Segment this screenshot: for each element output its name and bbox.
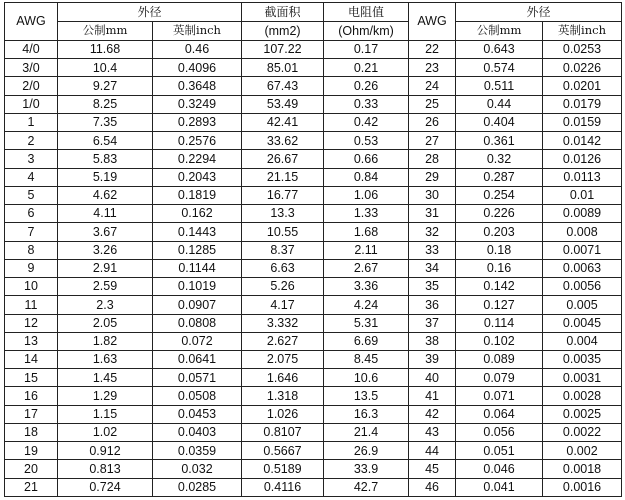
header-awg: AWG: [5, 3, 58, 41]
cell-diameter-inch-right: 0.0025: [543, 405, 622, 423]
cell-awg-right: 43: [409, 423, 456, 441]
cell-awg-right: 31: [409, 205, 456, 223]
cell-diameter-inch-right: 0.0018: [543, 460, 622, 478]
table-body: [5, 41, 622, 497]
cell-awg: 11: [5, 296, 58, 314]
cell-diameter-inch: 0.0403: [153, 423, 242, 441]
cell-awg-right: 25: [409, 95, 456, 113]
cell-diameter-inch: 0.3249: [153, 95, 242, 113]
cell-diameter-mm-right: 0.32: [456, 150, 543, 168]
cell-diameter-mm-right: 0.102: [456, 332, 543, 350]
cell-diameter-mm-right: 0.511: [456, 77, 543, 95]
cell-diameter-mm: 3.26: [58, 241, 153, 259]
cell-awg: 1: [5, 113, 58, 131]
cell-diameter-inch: 0.0508: [153, 387, 242, 405]
cell-cross-section: 1.026: [242, 405, 324, 423]
header-cross-section-unit: (mm2): [242, 22, 324, 41]
cell-awg: 5: [5, 186, 58, 204]
cell-awg: 10: [5, 278, 58, 296]
table-row: [5, 259, 622, 277]
cell-resistance: 3.36: [324, 278, 409, 296]
cell-diameter-mm-right: 0.071: [456, 387, 543, 405]
table-row: [5, 369, 622, 387]
cell-awg-right: 29: [409, 168, 456, 186]
cell-diameter-inch: 0.2043: [153, 168, 242, 186]
cell-diameter-inch: 0.0641: [153, 350, 242, 368]
cell-diameter-inch-right: 0.008: [543, 223, 622, 241]
cell-diameter-mm: 2.59: [58, 278, 153, 296]
cell-diameter-inch: 0.2893: [153, 113, 242, 131]
cell-awg: 18: [5, 423, 58, 441]
cell-awg-right: 38: [409, 332, 456, 350]
table-row: [5, 423, 622, 441]
cell-resistance: 0.17: [324, 41, 409, 59]
cell-cross-section: 85.01: [242, 59, 324, 77]
cell-awg-right: 35: [409, 278, 456, 296]
cell-awg-right: 22: [409, 41, 456, 59]
cell-awg: 6: [5, 205, 58, 223]
cell-diameter-mm-right: 0.079: [456, 369, 543, 387]
cell-resistance: 0.42: [324, 113, 409, 131]
cell-diameter-mm: 2.05: [58, 314, 153, 332]
cell-diameter-inch: 0.1144: [153, 259, 242, 277]
header-resistance: 电阻值: [324, 3, 409, 22]
cell-awg-right: 34: [409, 259, 456, 277]
cell-diameter-inch-right: 0.0022: [543, 423, 622, 441]
cell-diameter-mm-right: 0.127: [456, 296, 543, 314]
cell-cross-section: 16.77: [242, 186, 324, 204]
cell-diameter-inch: 0.46: [153, 41, 242, 59]
cell-cross-section: 4.17: [242, 296, 324, 314]
cell-diameter-inch-right: 0.0071: [543, 241, 622, 259]
cell-diameter-inch-right: 0.0142: [543, 132, 622, 150]
cell-cross-section: 2.627: [242, 332, 324, 350]
cell-resistance: 0.21: [324, 59, 409, 77]
header-resistance-unit: (Ohm/km): [324, 22, 409, 41]
cell-diameter-inch: 0.0453: [153, 405, 242, 423]
cell-cross-section: 53.49: [242, 95, 324, 113]
cell-awg-right: 27: [409, 132, 456, 150]
cell-diameter-mm-right: 0.046: [456, 460, 543, 478]
cell-diameter-mm-right: 0.643: [456, 41, 543, 59]
cell-diameter-inch: 0.2294: [153, 150, 242, 168]
cell-awg: 13: [5, 332, 58, 350]
cell-diameter-mm-right: 0.064: [456, 405, 543, 423]
table-row: [5, 478, 622, 496]
table-row: [5, 350, 622, 368]
table-row: [5, 168, 622, 186]
cell-diameter-mm: 1.63: [58, 350, 153, 368]
table-row: [5, 442, 622, 460]
cell-diameter-inch: 0.3648: [153, 77, 242, 95]
cell-diameter-mm: 4.62: [58, 186, 153, 204]
cell-diameter-mm-right: 0.089: [456, 350, 543, 368]
cell-awg: 3: [5, 150, 58, 168]
cell-cross-section: 2.075: [242, 350, 324, 368]
table-row: [5, 150, 622, 168]
table-row: [5, 59, 622, 77]
cell-diameter-inch-right: 0.0016: [543, 478, 622, 496]
cell-awg: 1/0: [5, 95, 58, 113]
cell-resistance: 0.84: [324, 168, 409, 186]
cell-cross-section: 107.22: [242, 41, 324, 59]
cell-diameter-mm: 1.82: [58, 332, 153, 350]
table-row: [5, 205, 622, 223]
cell-awg: 15: [5, 369, 58, 387]
cell-cross-section: 6.63: [242, 259, 324, 277]
cell-awg: 3/0: [5, 59, 58, 77]
table-row: [5, 113, 622, 131]
table-row: [5, 387, 622, 405]
cell-diameter-mm: 8.25: [58, 95, 153, 113]
cell-resistance: 10.6: [324, 369, 409, 387]
cell-diameter-inch: 0.2576: [153, 132, 242, 150]
cell-cross-section: 5.26: [242, 278, 324, 296]
cell-diameter-inch: 0.1019: [153, 278, 242, 296]
cell-diameter-inch-right: 0.0035: [543, 350, 622, 368]
cell-resistance: 6.69: [324, 332, 409, 350]
cell-awg-right: 30: [409, 186, 456, 204]
cell-awg: 8: [5, 241, 58, 259]
cell-cross-section: 0.5667: [242, 442, 324, 460]
cell-awg: 14: [5, 350, 58, 368]
cell-awg-right: 42: [409, 405, 456, 423]
cell-cross-section: 42.41: [242, 113, 324, 131]
cell-cross-section: 0.8107: [242, 423, 324, 441]
cell-diameter-mm: 1.45: [58, 369, 153, 387]
cell-diameter-inch-right: 0.0201: [543, 77, 622, 95]
cell-diameter-inch: 0.1285: [153, 241, 242, 259]
cell-diameter-inch-right: 0.0045: [543, 314, 622, 332]
cell-awg-right: 26: [409, 113, 456, 131]
cell-cross-section: 13.3: [242, 205, 324, 223]
cell-diameter-mm: 9.27: [58, 77, 153, 95]
cell-diameter-mm-right: 0.404: [456, 113, 543, 131]
cell-cross-section: 3.332: [242, 314, 324, 332]
cell-resistance: 4.24: [324, 296, 409, 314]
cell-diameter-inch: 0.0359: [153, 442, 242, 460]
cell-resistance: 42.7: [324, 478, 409, 496]
header-imperial-inch-right: 英制inch: [543, 22, 622, 41]
cell-diameter-mm: 0.813: [58, 460, 153, 478]
cell-diameter-mm: 1.02: [58, 423, 153, 441]
cell-diameter-inch: 0.032: [153, 460, 242, 478]
cell-diameter-mm-right: 0.226: [456, 205, 543, 223]
cell-cross-section: 8.37: [242, 241, 324, 259]
cell-awg: 20: [5, 460, 58, 478]
cell-diameter-inch-right: 0.0113: [543, 168, 622, 186]
header-cross-section: 截面积: [242, 3, 324, 22]
cell-resistance: 0.53: [324, 132, 409, 150]
cell-diameter-mm: 7.35: [58, 113, 153, 131]
header-imperial-inch: 英制inch: [153, 22, 242, 41]
header-awg-right: AWG: [409, 3, 456, 41]
cell-diameter-mm: 0.912: [58, 442, 153, 460]
cell-diameter-mm-right: 0.114: [456, 314, 543, 332]
cell-diameter-inch-right: 0.0031: [543, 369, 622, 387]
table-row: [5, 223, 622, 241]
cell-awg-right: 24: [409, 77, 456, 95]
cell-diameter-inch-right: 0.0179: [543, 95, 622, 113]
header-metric-mm-right: 公制mm: [456, 22, 543, 41]
cell-awg-right: 37: [409, 314, 456, 332]
cell-diameter-inch: 0.0285: [153, 478, 242, 496]
cell-diameter-mm-right: 0.18: [456, 241, 543, 259]
header-outer-diameter-right: 外径: [456, 3, 622, 22]
cell-diameter-mm: 1.15: [58, 405, 153, 423]
cell-resistance: 13.5: [324, 387, 409, 405]
table-row: [5, 132, 622, 150]
cell-awg: 12: [5, 314, 58, 332]
header-metric-mm: 公制mm: [58, 22, 153, 41]
table-row: [5, 186, 622, 204]
cell-diameter-mm: 4.11: [58, 205, 153, 223]
cell-diameter-mm-right: 0.051: [456, 442, 543, 460]
table-row: [5, 332, 622, 350]
cell-awg: 2: [5, 132, 58, 150]
cell-diameter-inch-right: 0.0056: [543, 278, 622, 296]
cell-diameter-inch: 0.0907: [153, 296, 242, 314]
cell-cross-section: 10.55: [242, 223, 324, 241]
cell-diameter-mm: 5.19: [58, 168, 153, 186]
cell-diameter-mm-right: 0.056: [456, 423, 543, 441]
table-row: [5, 405, 622, 423]
cell-awg-right: 33: [409, 241, 456, 259]
table-row: [5, 241, 622, 259]
cell-resistance: 1.06: [324, 186, 409, 204]
cell-diameter-mm-right: 0.203: [456, 223, 543, 241]
cell-cross-section: 1.646: [242, 369, 324, 387]
cell-diameter-mm: 10.4: [58, 59, 153, 77]
cell-diameter-mm-right: 0.041: [456, 478, 543, 496]
cell-cross-section: 0.5189: [242, 460, 324, 478]
cell-resistance: 16.3: [324, 405, 409, 423]
cell-awg: 16: [5, 387, 58, 405]
cell-diameter-inch-right: 0.0126: [543, 150, 622, 168]
cell-cross-section: 21.15: [242, 168, 324, 186]
cell-awg-right: 45: [409, 460, 456, 478]
cell-resistance: 1.33: [324, 205, 409, 223]
cell-diameter-inch-right: 0.002: [543, 442, 622, 460]
cell-diameter-inch-right: 0.005: [543, 296, 622, 314]
table-row: [5, 314, 622, 332]
cell-cross-section: 1.318: [242, 387, 324, 405]
cell-awg: 4: [5, 168, 58, 186]
cell-awg-right: 41: [409, 387, 456, 405]
cell-diameter-inch-right: 0.01: [543, 186, 622, 204]
cell-diameter-mm-right: 0.287: [456, 168, 543, 186]
cell-awg-right: 23: [409, 59, 456, 77]
cell-awg-right: 32: [409, 223, 456, 241]
cell-diameter-mm-right: 0.44: [456, 95, 543, 113]
cell-awg-right: 44: [409, 442, 456, 460]
cell-diameter-mm: 2.91: [58, 259, 153, 277]
cell-awg-right: 46: [409, 478, 456, 496]
cell-diameter-inch: 0.1819: [153, 186, 242, 204]
cell-diameter-inch-right: 0.0028: [543, 387, 622, 405]
cell-diameter-mm: 11.68: [58, 41, 153, 59]
cell-resistance: 2.11: [324, 241, 409, 259]
cell-awg-right: 28: [409, 150, 456, 168]
cell-resistance: 0.66: [324, 150, 409, 168]
cell-resistance: 0.26: [324, 77, 409, 95]
cell-awg: 9: [5, 259, 58, 277]
cell-diameter-inch: 0.162: [153, 205, 242, 223]
cell-cross-section: 33.62: [242, 132, 324, 150]
cell-awg: 2/0: [5, 77, 58, 95]
cell-diameter-inch-right: 0.0063: [543, 259, 622, 277]
cell-diameter-mm-right: 0.142: [456, 278, 543, 296]
cell-diameter-mm-right: 0.574: [456, 59, 543, 77]
table-row: [5, 460, 622, 478]
cell-resistance: 0.33: [324, 95, 409, 113]
cell-cross-section: 26.67: [242, 150, 324, 168]
cell-cross-section: 0.4116: [242, 478, 324, 496]
table-row: [5, 41, 622, 59]
cell-resistance: 1.68: [324, 223, 409, 241]
cell-resistance: 2.67: [324, 259, 409, 277]
cell-resistance: 5.31: [324, 314, 409, 332]
cell-resistance: 8.45: [324, 350, 409, 368]
cell-diameter-mm-right: 0.254: [456, 186, 543, 204]
cell-diameter-inch-right: 0.0089: [543, 205, 622, 223]
cell-resistance: 21.4: [324, 423, 409, 441]
cell-diameter-inch-right: 0.0253: [543, 41, 622, 59]
table-row: [5, 296, 622, 314]
cell-awg-right: 39: [409, 350, 456, 368]
cell-diameter-inch: 0.0808: [153, 314, 242, 332]
cell-diameter-inch: 0.072: [153, 332, 242, 350]
cell-awg-right: 36: [409, 296, 456, 314]
cell-diameter-inch: 0.4096: [153, 59, 242, 77]
cell-diameter-mm: 1.29: [58, 387, 153, 405]
cell-diameter-mm: 2.3: [58, 296, 153, 314]
cell-diameter-inch-right: 0.0226: [543, 59, 622, 77]
cell-awg: 19: [5, 442, 58, 460]
cell-diameter-mm-right: 0.361: [456, 132, 543, 150]
awg-wire-table: [4, 2, 622, 497]
cell-diameter-inch-right: 0.004: [543, 332, 622, 350]
cell-diameter-mm: 5.83: [58, 150, 153, 168]
cell-diameter-mm: 6.54: [58, 132, 153, 150]
cell-awg: 4/0: [5, 41, 58, 59]
cell-cross-section: 67.43: [242, 77, 324, 95]
cell-diameter-inch: 0.0571: [153, 369, 242, 387]
cell-awg: 17: [5, 405, 58, 423]
cell-awg: 21: [5, 478, 58, 496]
table-row: [5, 77, 622, 95]
cell-diameter-inch: 0.1443: [153, 223, 242, 241]
cell-diameter-mm: 3.67: [58, 223, 153, 241]
cell-diameter-mm-right: 0.16: [456, 259, 543, 277]
cell-awg-right: 40: [409, 369, 456, 387]
cell-awg: 7: [5, 223, 58, 241]
header-outer-diameter: 外径: [58, 3, 242, 22]
cell-resistance: 33.9: [324, 460, 409, 478]
cell-diameter-mm: 0.724: [58, 478, 153, 496]
cell-resistance: 26.9: [324, 442, 409, 460]
table-row: [5, 95, 622, 113]
cell-diameter-inch-right: 0.0159: [543, 113, 622, 131]
table-row: [5, 278, 622, 296]
